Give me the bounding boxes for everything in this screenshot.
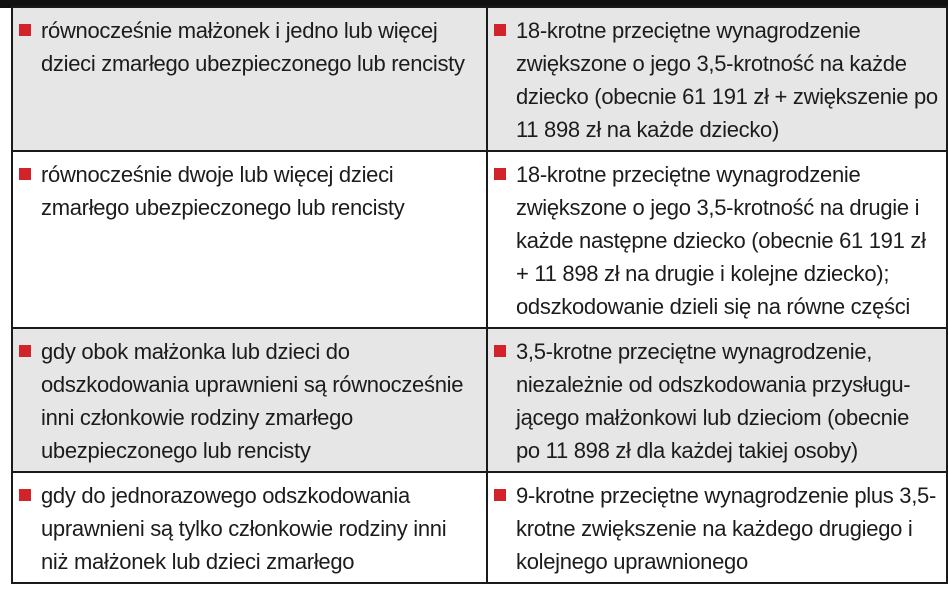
amount-cell [487, 151, 947, 328]
table-row [12, 328, 947, 472]
eligibility-cell [12, 472, 487, 583]
amount-text: 18-krotne przeciętne wynagrodzenie zwiększone o jego 3,5-krotność na każde dziecko (obecnie 61 191 zł + zwiększenie po 11 898 zł na każde dziecko) [516, 18, 938, 142]
bullet-icon [19, 345, 31, 357]
table-row [12, 151, 947, 328]
eligibility-text: równocześnie małżonek i jedno lub więcej dzieci zmarłego ubezpieczonego lub rencisty [41, 18, 465, 76]
amount-cell [487, 328, 947, 472]
bullet-icon [494, 24, 506, 36]
eligibility-cell [12, 151, 487, 328]
eligibility-cell [12, 328, 487, 472]
bullet-icon [19, 168, 31, 180]
bullet-icon [494, 168, 506, 180]
table-row [12, 7, 947, 151]
amount-text: 18-krotne przeciętne wynagrodzenie zwiększone o jego 3,5-krotność na drugie i każde następne dziecko (obecnie 61 191 zł + 11 898 zł na drugie i kolejne dziecko); odszkodowanie dzieli się na równe części [516, 162, 926, 319]
eligibility-text: gdy do jednorazowego odszkodowania uprawnieni są tylko członkowie rodziny inni niż małżonek lub dzieci zmarłego [41, 483, 447, 574]
amount-text: 3,5-krotne przeciętne wynagrodzenie, niezależnie od odszkodowania przysługu-jącego małżonkowi lub dzieciom (obecnie po 11 898 zł dla każdej takiej osoby) [516, 339, 911, 463]
bullet-icon [494, 345, 506, 357]
amount-text: 9-krotne przeciętne wynagrodzenie plus 3,5-krotne zwiększenie na każdego drugiego i kolejnego uprawnionego [516, 483, 937, 574]
eligibility-text: gdy obok małżonka lub dzieci do odszkodowania uprawnieni są równocześnie inni członkowie rodziny zmarłego ubezpieczonego lub rencisty [41, 339, 464, 463]
bullet-icon [19, 489, 31, 501]
amount-cell [487, 7, 947, 151]
amount-cell [487, 472, 947, 583]
eligibility-text: równocześnie dwoje lub więcej dzieci zmarłego ubezpieczonego lub rencisty [41, 162, 405, 220]
table-row [12, 472, 947, 583]
eligibility-cell [12, 7, 487, 151]
compensation-table [11, 6, 948, 584]
bullet-icon [494, 489, 506, 501]
bullet-icon [19, 24, 31, 36]
